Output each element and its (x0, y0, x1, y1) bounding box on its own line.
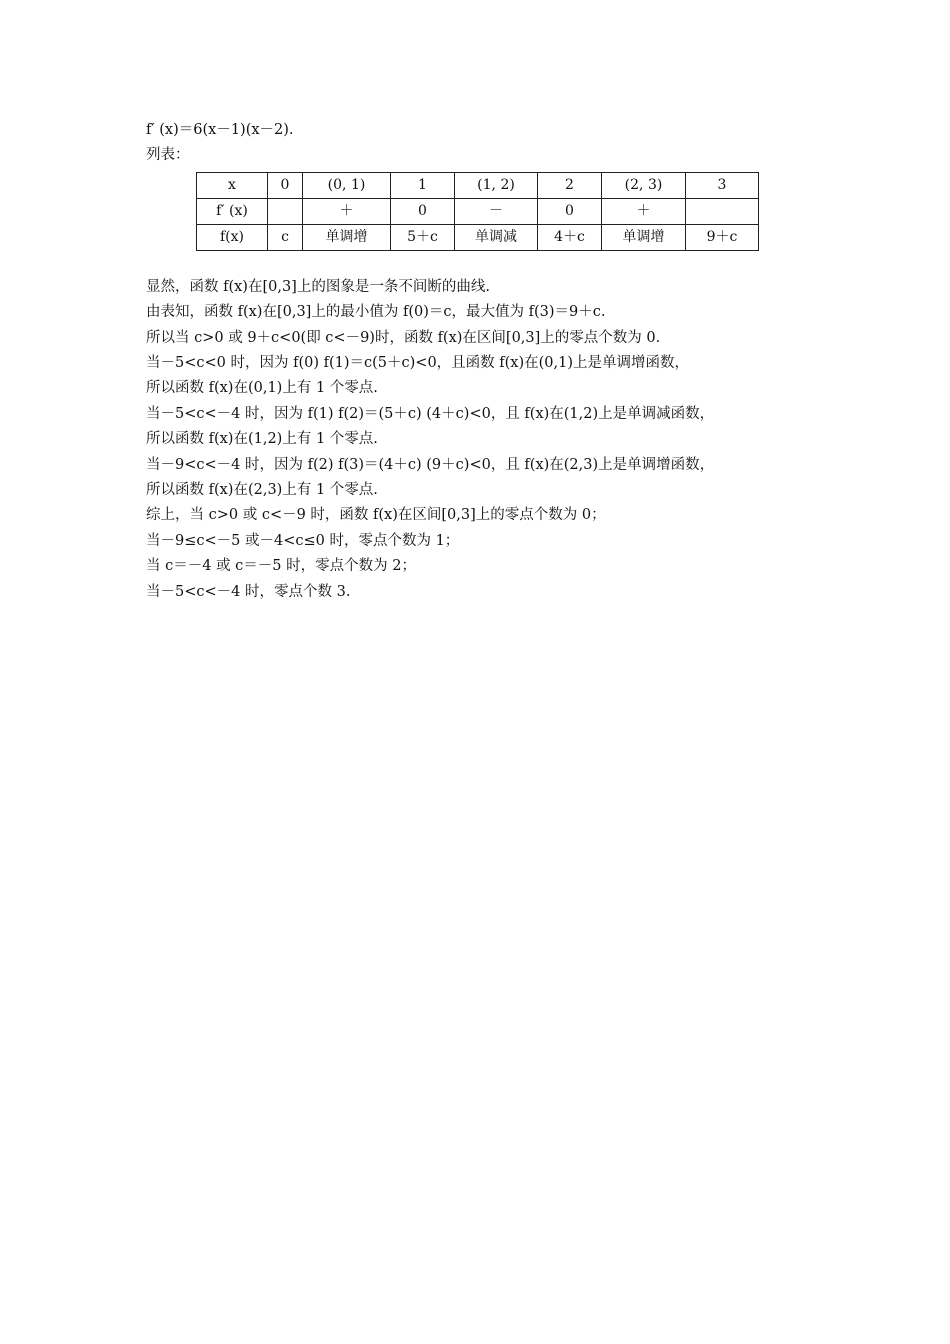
table-row-function (197, 224, 759, 250)
table-cell: 0 (268, 172, 303, 198)
text-line: 当－5<c<－4 时，因为 f(1) f(2)＝(5＋c) (4＋c)<0，且 f(x)在(1,2)上是单调减函数， (146, 405, 715, 422)
text-line: 当 c＝－4 或 c＝－5 时，零点个数为 2； (146, 558, 416, 575)
table-cell: 5＋c (391, 224, 455, 250)
text-line: 所以函数 f(x)在(2,3)上有 1 个零点. (146, 482, 378, 499)
table-cell: 2 (538, 172, 602, 198)
table-cell: 9＋c (686, 224, 759, 250)
table-cell: 1 (391, 172, 455, 198)
table-cell: f′ (x) (197, 198, 268, 224)
table-cell: x (197, 172, 268, 198)
text-line: 所以函数 f(x)在(0,1)上有 1 个零点. (146, 380, 378, 397)
table-cell: 单调增 (303, 224, 391, 250)
table-cell: (1, 2) (455, 172, 538, 198)
table-cell: 单调增 (602, 224, 686, 250)
text-line: 所以函数 f(x)在(1,2)上有 1 个零点. (146, 431, 378, 448)
text-line: 当－9<c<－4 时，因为 f(2) f(3)＝(4＋c) (9＋c)<0，且 f(x)在(2,3)上是单调增函数， (146, 456, 715, 473)
table-cell: 0 (538, 198, 602, 224)
table-cell: f(x) (197, 224, 268, 250)
text-line: 显然，函数 f(x)在[0,3]上的图象是一条不间断的曲线. (146, 278, 490, 295)
table-cell: － (455, 198, 538, 224)
derivative-formula: f′ (x)＝6(x－1)(x－2). (146, 122, 294, 138)
variation-table (196, 172, 759, 251)
text-line: 所以当 c>0 或 9＋c<0(即 c<－9)时，函数 f(x)在区间[0,3]上的零点个数为 0. (146, 329, 661, 346)
table-cell: 3 (686, 172, 759, 198)
table-cell: 0 (391, 198, 455, 224)
table-cell: c (268, 224, 303, 250)
text-line: 当－9≤c<－5 或－4<c≤0 时，零点个数为 1； (146, 532, 460, 549)
text-line: 综上，当 c>0 或 c<－9 时，函数 f(x)在区间[0,3]上的零点个数为 0； (146, 507, 606, 524)
table-cell: 4＋c (538, 224, 602, 250)
table-cell (268, 198, 303, 224)
table-row-x (197, 172, 759, 198)
table-cell: (0, 1) (303, 172, 391, 198)
table-cell: (2, 3) (602, 172, 686, 198)
text-line: 由表知，函数 f(x)在[0,3]上的最小值为 f(0)＝c，最大值为 f(3)＝9＋c. (146, 304, 606, 321)
table-cell: ＋ (303, 198, 391, 224)
table-cell: ＋ (602, 198, 686, 224)
table-cell: 单调减 (455, 224, 538, 250)
document-page (146, 118, 816, 605)
variation-table-wrapper (196, 172, 816, 251)
text-line: 当－5<c<0 时，因为 f(0) f(1)＝c(5＋c)<0，且函数 f(x)在(0,1)上是单调增函数， (146, 355, 690, 372)
table-label: 列表： (146, 147, 190, 164)
table-row-derivative (197, 198, 759, 224)
text-line: 当－5<c<－4 时，零点个数 3. (146, 583, 351, 600)
table-cell (686, 198, 759, 224)
